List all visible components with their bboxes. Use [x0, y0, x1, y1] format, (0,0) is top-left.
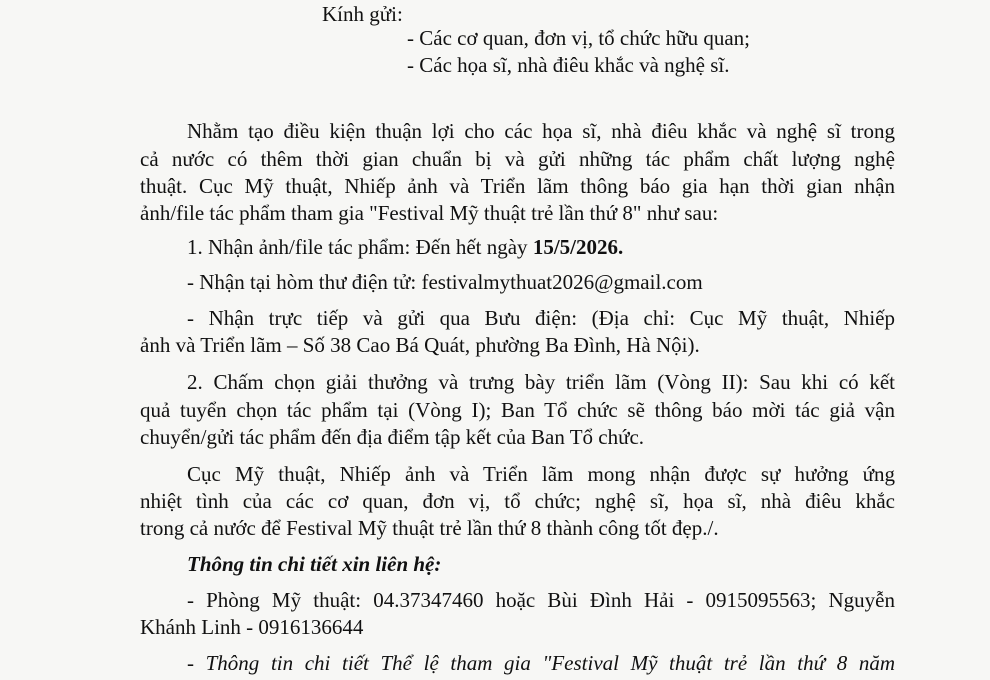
intro-line: thuật. Cục Mỹ thuật, Nhiếp ảnh và Triển lãm thông báo gia hạn thời gian nhận — [140, 174, 895, 198]
intro-line: cả nước có thêm thời gian chuẩn bị và gửi những tác phẩm chất lượng nghệ — [140, 147, 895, 171]
salutation-label: Kính gửi: — [322, 2, 403, 26]
item-1-text: 1. Nhận ảnh/file tác phẩm: Đến hết ngày — [187, 235, 533, 259]
intro-line: ảnh/file tác phẩm tham gia "Festival Mỹ thuật trẻ lần thứ 8" như sau: — [140, 201, 719, 225]
intro-line: Nhằm tạo điều kiện thuận lợi cho các họa sĩ, nhà điêu khắc và nghệ sĩ trong — [187, 119, 895, 143]
item-1 — [187, 233, 623, 261]
rules-info-line: - Thông tin chi tiết Thể lệ tham gia "Festival Mỹ thuật trẻ lần thứ 8 năm — [187, 651, 895, 675]
recipient-line: - Các họa sĩ, nhà điêu khắc và nghệ sĩ. — [407, 53, 730, 77]
contact-line: - Phòng Mỹ thuật: 04.37347460 hoặc Bùi Đình Hải - 0915095563; Nguyễn — [187, 588, 895, 612]
post-line: - Nhận trực tiếp và gửi qua Bưu điện: (Địa chỉ: Cục Mỹ thuật, Nhiếp — [187, 306, 895, 330]
post-line: ảnh và Triển lãm – Số 38 Cao Bá Quát, phường Ba Đình, Hà Nội). — [140, 333, 700, 357]
recipient-line: - Các cơ quan, đơn vị, tổ chức hữu quan; — [407, 26, 750, 50]
contact-line: Khánh Linh - 0916136644 — [140, 615, 364, 639]
email-line: - Nhận tại hòm thư điện tử: festivalmythuat2026@gmail.com — [187, 270, 703, 294]
item-2-line: chuyển/gửi tác phẩm đến địa điểm tập kết của Ban Tổ chức. — [140, 425, 645, 449]
closing-line: Cục Mỹ thuật, Nhiếp ảnh và Triển lãm mong nhận được sự hưởng ứng — [187, 462, 895, 486]
closing-line: nhiệt tình của các cơ quan, đơn vị, tổ chức; nghệ sĩ, họa sĩ, nhà điêu khắc — [140, 489, 895, 513]
contact-heading: Thông tin chi tiết xin liên hệ: — [187, 552, 442, 576]
closing-line: trong cả nước để Festival Mỹ thuật trẻ lần thứ 8 thành công tốt đẹp./. — [140, 516, 719, 540]
item-2-line: 2. Chấm chọn giải thưởng và trưng bày triển lãm (Vòng II): Sau khi có kết — [187, 370, 895, 394]
item-2-line: quả tuyển chọn tác phẩm tại (Vòng I); Ban Tổ chức sẽ thông báo mời tác giả vận — [140, 398, 895, 422]
deadline-date: 15/5/2026. — [532, 235, 624, 259]
